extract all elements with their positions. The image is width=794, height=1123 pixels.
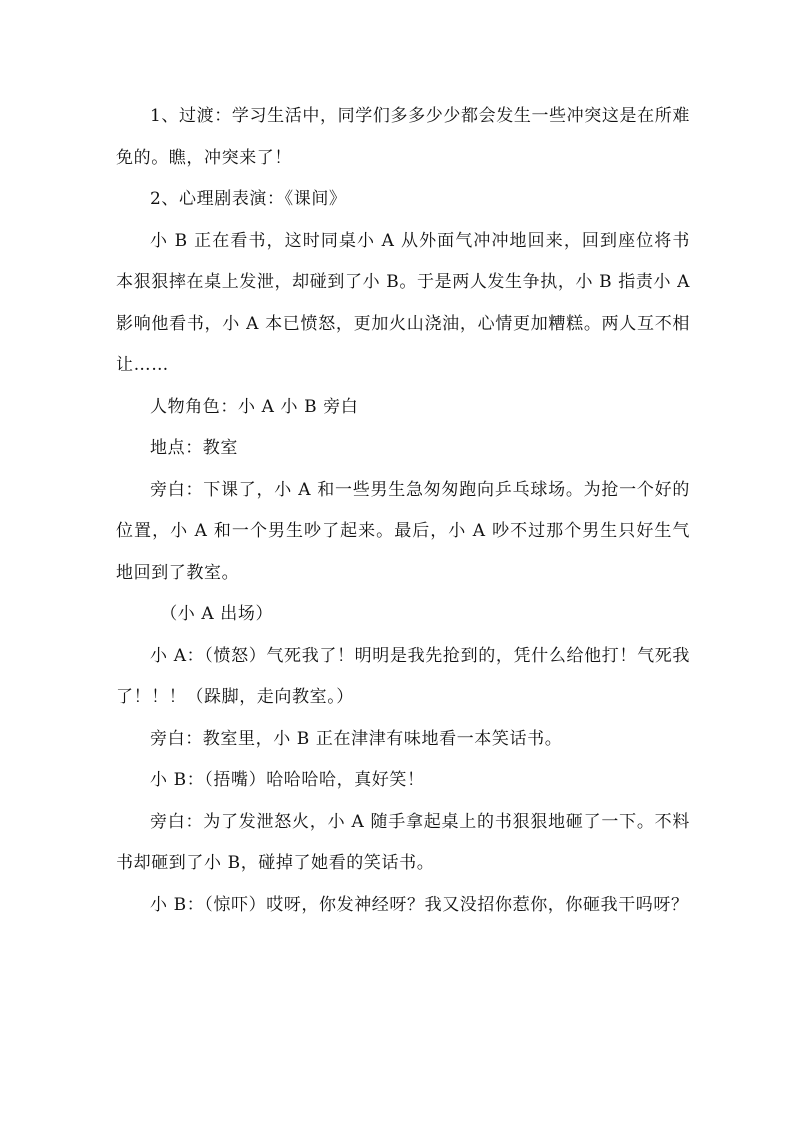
paragraph-dialogue-b-1: 小 B：（捂嘴）哈哈哈哈，真好笑！: [150, 770, 425, 790]
paragraph-stage-direction: （小 A 出场）: [160, 604, 274, 624]
paragraph-roles: 人物角色：小 A 小 B 旁白: [150, 396, 359, 417]
paragraph-narration-3: 旁白：为了发泄怒火，小 A 随手拿起桌上的书狠狠地砸了一下。不料书却砸到了小 B，碰掉了她看的笑话书。: [116, 811, 690, 873]
paragraph-narration-1: 旁白：下课了，小 A 和一些男生急匆匆跑向乒乓球场。为抢一个好的位置，小 A 和一个男生吵了起来。最后，小 A 吵不过那个男生只好生气地回到了教室。: [116, 479, 690, 583]
paragraph-scenario: 小 B 正在看书，这时同桌小 A 从外面气冲冲地回来，回到座位将书本狠狠摔在桌上发泄，却碰到了小 B。于是两人发生争执，小 B 指责小 A 影响他看书，小 A 本已愤怒，更加火山浇油，心情更加糟糕。两人互不相让……: [116, 230, 690, 375]
paragraph-dialogue-a: 小 A：（愤怒）气死我了！明明是我先抢到的，凭什么给他打！气死我了！！！（跺脚，走向教室。）: [116, 645, 690, 707]
paragraph-narration-2: 旁白：教室里，小 B 正在津津有味地看一本笑话书。: [150, 728, 563, 749]
paragraph-dialogue-b-2: 小 B：（惊吓）哎呀，你发神经呀？我又没招你惹你，你砸我干吗呀？: [150, 894, 689, 915]
paragraph-psychodrama-title: 2、心理剧表演：《课间》: [150, 189, 347, 209]
paragraph-location: 地点：教室: [150, 438, 238, 458]
paragraph-transition: 1、过渡：学习生活中，同学们多多少少都会发生一些冲突这是在所难免的。瞧，冲突来了！: [116, 106, 690, 168]
document-body: [116, 96, 690, 926]
